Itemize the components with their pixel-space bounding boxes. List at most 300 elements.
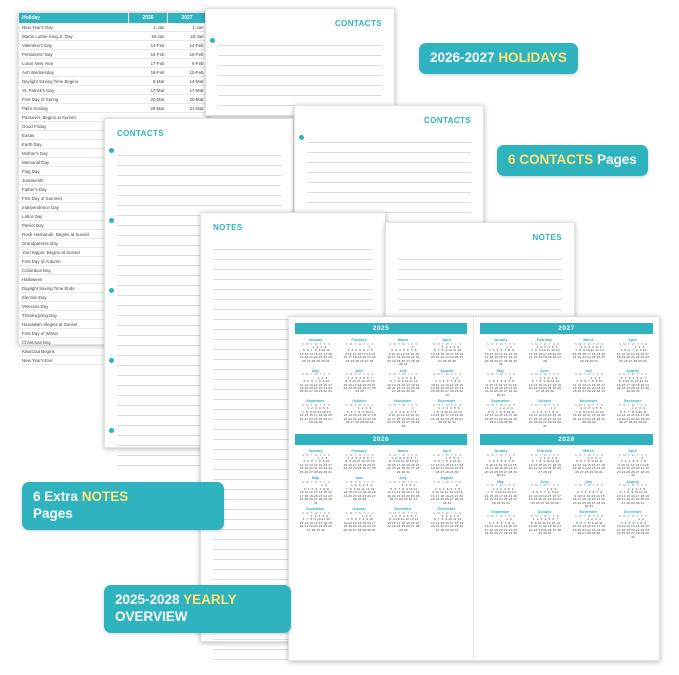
week-row: 30 <box>400 423 406 428</box>
week-row: 2 3 4 5 6 7 8 <box>433 486 461 491</box>
bullet-dot-icon <box>299 135 304 140</box>
week-row: 12 13 14 15 16 17 18 <box>298 351 332 356</box>
week-row: 19 20 21 22 23 24 25 <box>571 466 606 471</box>
week-row: 17 18 19 20 21 22 23 <box>429 386 464 391</box>
weekday-header: S M T W T F S <box>432 510 462 515</box>
weekday-header: S M T W T F S <box>388 479 418 484</box>
month-block <box>383 449 424 474</box>
month-block <box>383 369 424 398</box>
week-row: 1 <box>621 456 644 461</box>
month-block <box>568 510 609 539</box>
month-name: May <box>311 476 319 481</box>
week-row: 17 18 19 20 21 22 23 <box>527 416 562 421</box>
table-row <box>19 41 207 50</box>
weekday-header: S M T W T F S <box>432 402 462 407</box>
month-name: August <box>440 476 453 481</box>
ruled-line <box>307 183 471 193</box>
week-row: 4 5 6 7 8 9 10 <box>618 348 647 353</box>
weekday-header: S M T W T F S <box>388 452 418 457</box>
week-row: 1 <box>391 344 414 349</box>
holiday-name: Labor Day <box>19 212 129 221</box>
week-row: 11 12 13 14 15 16 17 <box>527 493 562 498</box>
week-row: 11 12 13 14 15 16 17 <box>298 462 332 467</box>
week-row: 7 8 9 10 11 12 13 <box>343 486 375 491</box>
week-row: 28 29 30 <box>308 420 323 425</box>
week-row: 1 2 3 4 <box>346 406 372 411</box>
weekday-header: S M T W T F S <box>529 513 560 518</box>
week-row: 26 27 28 29 30 <box>488 420 513 425</box>
holiday-date-2027: 1-Jan <box>168 23 207 32</box>
week-row: 27 28 29 30 31 <box>620 500 645 505</box>
week-row: 1 2 3 4 <box>304 344 327 349</box>
month-block <box>612 510 653 539</box>
week-row: 25 26 27 28 29 30 <box>618 358 647 363</box>
week-row: 5 6 7 8 9 10 11 <box>574 459 603 464</box>
callout-yearly-highlight: YEARLY <box>183 592 237 607</box>
month-name: June <box>540 368 549 373</box>
bullet-dot-icon <box>109 358 114 363</box>
weekday-header: S M T W T F S <box>617 513 648 518</box>
week-row: 22 23 24 25 26 27 28 <box>615 386 650 391</box>
week-row: 25 26 27 28 29 30 <box>530 500 559 505</box>
ruled-line <box>213 290 373 300</box>
ruled-line <box>398 260 562 270</box>
week-row: 1 2 3 4 5 <box>302 513 329 518</box>
holiday-date-2027: 14-Mar <box>168 77 207 86</box>
ruled-line <box>398 250 562 260</box>
bullet-dot-icon <box>109 218 114 223</box>
week-row: 23 24 25 26 27 28 29 <box>429 497 464 502</box>
week-row: 15 16 17 18 19 20 21 <box>386 520 420 525</box>
week-row: 22 23 24 25 26 27 28 <box>386 524 420 529</box>
week-row: 16 17 18 19 20 21 22 <box>571 497 606 502</box>
month-block <box>426 338 467 367</box>
week-row: 2 3 4 5 6 7 8 <box>486 459 515 464</box>
week-row: 7 8 9 10 11 12 13 <box>573 348 604 353</box>
week-row: 19 20 21 22 23 24 25 <box>483 416 518 421</box>
ruled-line <box>307 173 471 183</box>
month-name: November <box>579 399 598 404</box>
ruled-line <box>307 143 471 153</box>
week-row: 29 30 <box>398 527 408 532</box>
weekday-header: S M T W T F S <box>300 402 330 407</box>
week-row: 8 9 10 11 12 13 14 <box>387 459 419 464</box>
week-row: 24 25 26 27 28 29 30 <box>483 531 518 536</box>
holiday-name: Flag Day <box>19 167 129 176</box>
week-row: 12 13 14 15 16 17 18 <box>429 462 464 467</box>
week-row: 1 2 3 <box>303 375 328 380</box>
month-name: October <box>352 399 367 404</box>
week-row: 8 9 10 11 12 13 14 <box>343 459 375 464</box>
weekday-header: S M T W T F S <box>300 452 330 457</box>
holiday-name: Mother's Day <box>19 149 129 158</box>
week-row: 10 11 12 13 14 15 16 <box>298 490 332 495</box>
month-name: February <box>351 338 367 342</box>
week-row: 18 19 20 21 22 23 24 <box>615 355 650 360</box>
week-row: 26 27 28 29 30 31 <box>344 420 374 425</box>
week-row: 1 2 <box>621 517 644 522</box>
week-row: 1 2 3 4 5 <box>531 375 558 380</box>
week-row: 12 13 14 15 16 17 18 <box>571 524 606 529</box>
week-row: 21 22 23 24 25 26 27 <box>342 493 376 498</box>
week-row: 27 28 29 30 <box>534 389 554 394</box>
week-row: 28 29 30 31 <box>437 420 457 425</box>
holiday-name: Election Day <box>19 293 129 302</box>
week-row: 1 2 3 4 <box>620 406 645 411</box>
week-row: 9 10 11 12 13 14 15 <box>386 413 419 418</box>
contacts-title: CONTACTS <box>117 129 165 138</box>
week-row: 8 9 10 11 12 13 14 <box>387 517 419 522</box>
week-row: 4 5 6 7 8 9 10 <box>530 490 559 495</box>
table-header-row <box>19 13 207 23</box>
weekday-header: S M T W T F S <box>617 372 648 377</box>
ruled-line <box>117 166 281 176</box>
year-banner: 2025 <box>295 323 467 334</box>
holiday-name: Good Friday <box>19 122 129 131</box>
weekday-header: S M T W T F S <box>300 341 330 346</box>
ruled-line <box>307 133 471 143</box>
week-row: 19 20 21 22 23 24 25 <box>386 493 420 498</box>
week-row: 17 18 19 20 21 22 23 <box>483 355 518 360</box>
ruled-line <box>117 176 281 186</box>
week-row: 16 17 18 19 20 21 22 <box>615 466 650 471</box>
ruled-line <box>213 280 373 290</box>
week-row: 3 4 5 6 7 8 9 <box>433 379 461 384</box>
weekday-header: S M T W T F S <box>617 402 648 407</box>
callout-notes-highlight: NOTES <box>81 489 129 504</box>
weekday-header: S M T W T F S <box>300 372 330 377</box>
month-name: November <box>579 510 598 515</box>
week-row: 12 13 14 15 16 17 18 <box>615 413 650 418</box>
holiday-name: First Day of Summer <box>19 194 129 203</box>
week-row: 6 7 8 9 10 11 12 <box>529 379 560 384</box>
week-row: 6 7 8 9 10 11 12 <box>617 490 648 495</box>
week-row: 2 3 4 5 6 7 8 <box>389 348 417 353</box>
weekday-header: S M T W T F S <box>529 341 560 346</box>
week-row: 23 24 25 26 27 28 29 <box>483 389 518 394</box>
week-row: 13 14 15 16 17 18 19 <box>429 520 464 525</box>
week-row: 31 <box>630 534 635 539</box>
week-row: 28 29 30 31 <box>578 358 598 363</box>
week-row: 13 14 15 16 17 18 19 <box>386 382 420 387</box>
holiday-name: Rosh Hashanah, Begins at Sunset <box>19 230 129 239</box>
week-row: 9 10 11 12 13 14 15 <box>616 462 649 467</box>
weekday-header: S M T W T F S <box>300 510 330 515</box>
week-row: 21 22 23 24 25 26 27 <box>571 416 606 421</box>
holiday-name: Independence Day <box>19 203 129 212</box>
week-row: 10 11 12 13 14 15 16 <box>483 524 518 529</box>
week-row: 1 2 3 4 <box>488 406 513 411</box>
week-row: 27 28 29 30 <box>305 527 325 532</box>
week-row: 24 25 26 27 28 29 30 <box>527 420 562 425</box>
week-row: 13 14 15 16 17 18 19 <box>429 351 464 356</box>
week-row: 1 2 3 4 5 <box>531 456 558 461</box>
month-block <box>568 369 609 398</box>
week-row: 1 2 3 4 5 6 <box>433 406 460 411</box>
week-row: 9 10 11 12 13 14 15 <box>343 351 376 356</box>
week-row: 4 5 6 7 8 9 10 <box>345 517 374 522</box>
week-row: 30 31 <box>495 473 506 478</box>
month-block <box>480 480 521 509</box>
week-row: 26 27 28 29 30 31 <box>574 469 603 474</box>
month-block <box>524 480 565 509</box>
callout-holidays-highlight: HOLIDAYS <box>498 50 567 65</box>
holiday-date-2026: 16-Feb <box>129 50 168 59</box>
week-row: 1 2 3 <box>576 375 601 380</box>
week-row: 15 16 17 18 19 20 21 <box>342 462 376 467</box>
week-row: 7 8 9 10 11 12 13 <box>573 409 604 414</box>
callout-notes-post: Pages <box>33 505 73 521</box>
week-row: 16 17 18 19 20 21 22 <box>386 355 420 360</box>
holiday-name: Ash Wednesday <box>19 68 129 77</box>
month-name: February <box>351 449 367 454</box>
week-row: 1 2 3 4 5 <box>619 486 646 491</box>
week-row: 11 12 13 14 15 16 17 <box>571 382 606 387</box>
month-block <box>612 399 653 428</box>
holiday-name: Lunar New Year <box>19 59 129 68</box>
month-block <box>524 510 565 539</box>
week-row: 21 22 23 24 25 26 27 <box>429 416 464 421</box>
week-row: 24 25 26 27 28 29 30 <box>298 497 332 502</box>
week-row: 23 24 25 26 27 28 29 <box>483 469 518 474</box>
bullet-dot-icon <box>109 288 114 293</box>
weekday-header: S M T W T F S <box>432 341 462 346</box>
week-row: 2 3 4 5 6 7 8 <box>486 379 515 384</box>
holiday-date-2026: 19-Jan <box>129 32 168 41</box>
month-name: March <box>397 338 409 342</box>
week-row: 18 19 20 21 22 23 24 <box>571 386 606 391</box>
week-row: 24 25 26 27 28 29 30 <box>483 358 518 363</box>
year-2027-col-header: 2027 <box>168 13 207 23</box>
week-row: 23 24 25 26 27 28 29 <box>571 500 606 505</box>
weekday-header: S M T W T F S <box>432 452 462 457</box>
holiday-date-2026: 29-Mar <box>129 104 168 113</box>
weekday-header: S M T W T F S <box>485 402 516 407</box>
week-row: 15 16 17 18 19 20 21 <box>342 382 376 387</box>
month-block <box>295 369 336 398</box>
month-name: August <box>626 368 639 373</box>
holiday-name: Columbus Day <box>19 266 129 275</box>
callout-contacts <box>497 145 648 176</box>
week-row: 21 22 23 24 25 26 27 <box>483 497 518 502</box>
week-row: 16 17 18 19 20 21 22 <box>429 493 464 498</box>
week-row: 7 8 9 10 11 12 13 <box>431 409 462 414</box>
month-name: December <box>623 399 642 404</box>
week-row: 6 7 8 9 10 11 12 <box>300 517 331 522</box>
week-row: 5 6 7 8 9 10 11 <box>301 348 330 353</box>
month-block <box>612 449 653 478</box>
month-name: August <box>626 479 639 484</box>
week-row: 18 19 20 21 22 23 24 <box>298 466 332 471</box>
week-row: 17 18 19 20 21 22 23 <box>298 493 332 498</box>
week-row: 19 20 21 22 23 24 25 <box>571 527 606 532</box>
week-row: 31 <box>542 423 547 428</box>
month-name: June <box>354 476 364 481</box>
ruled-line <box>307 163 471 173</box>
notes-title: NOTES <box>532 233 562 242</box>
weekday-header: S M T W T F S <box>388 372 418 377</box>
ruled-line <box>213 300 373 310</box>
month-name: March <box>583 449 594 454</box>
year-block-1 <box>480 323 653 428</box>
weekday-header: S M T W T F S <box>573 341 604 346</box>
week-row: 9 10 11 12 13 14 15 <box>484 382 517 387</box>
table-row <box>19 50 207 59</box>
callout-notes <box>22 482 224 530</box>
weekday-header: S M T W T F S <box>573 372 604 377</box>
month-name: October <box>537 510 552 515</box>
month-name: April <box>628 338 637 342</box>
year-block-3 <box>480 434 653 539</box>
week-row: 22 23 24 25 26 27 28 <box>527 527 562 532</box>
month-name: March <box>397 449 409 454</box>
holiday-date-2027: 17-Mar <box>168 86 207 95</box>
week-row: 31 <box>444 392 449 397</box>
week-row: 1 2 3 4 5 6 7 <box>345 456 373 461</box>
month-block <box>295 507 336 532</box>
weekday-header: S M T W T F S <box>344 479 374 484</box>
month-block <box>339 449 380 474</box>
holiday-name: New Year's Eve <box>19 356 129 365</box>
month-name: September <box>306 399 325 404</box>
week-row: 1 2 3 4 5 6 <box>302 406 329 411</box>
months-grid-3 <box>480 449 653 539</box>
yearly-overview-page <box>288 316 660 661</box>
months-grid-2 <box>295 449 467 532</box>
week-row: 9 10 11 12 13 14 15 <box>572 493 605 498</box>
week-row: 6 7 8 9 10 11 12 <box>388 379 418 384</box>
week-row: 28 29 30 <box>351 497 367 502</box>
callout-holidays-pre: 2026-2027 <box>430 50 499 65</box>
table-row <box>19 59 207 68</box>
week-row: 16 17 18 19 20 21 22 <box>386 416 420 421</box>
weekday-header: S M T W T F S <box>529 483 560 488</box>
year-banner: 2026 <box>295 434 467 445</box>
week-row: 1 2 3 4 5 6 <box>575 406 602 411</box>
ruled-line <box>117 196 281 206</box>
month-block <box>339 507 380 532</box>
week-row: 1 <box>435 483 458 488</box>
ruled-line <box>307 153 471 163</box>
month-name: August <box>440 368 453 373</box>
week-row: 29 30 31 <box>395 469 410 474</box>
week-row: 13 14 15 16 17 18 19 <box>615 493 650 498</box>
week-row: 19 20 21 22 23 24 25 <box>342 416 376 421</box>
month-block <box>426 449 467 474</box>
holiday-date-2027: 6-Feb <box>168 59 207 68</box>
year-block-0 <box>295 323 467 428</box>
week-row: 14 15 16 17 18 19 20 <box>527 351 562 356</box>
month-name: February <box>536 449 553 454</box>
month-block <box>295 449 336 474</box>
month-name: March <box>583 338 594 342</box>
month-name: February <box>536 338 553 342</box>
month-block <box>612 369 653 398</box>
month-name: April <box>628 449 637 454</box>
week-row: 1 2 3 <box>532 486 557 491</box>
weekday-header: S M T W T F S <box>617 341 648 346</box>
ruled-line <box>213 260 373 270</box>
holiday-name: First Day of Autumn <box>19 257 129 266</box>
week-row: 1 2 3 4 <box>434 456 459 461</box>
holiday-date-2027: 10-Feb <box>168 68 207 77</box>
week-row: 31 <box>498 362 503 367</box>
week-row: 20 21 22 23 24 25 26 <box>298 524 332 529</box>
month-block <box>480 369 521 398</box>
week-row: 5 6 7 8 9 10 11 <box>486 409 515 414</box>
week-row: 30 <box>630 473 635 478</box>
month-name: January <box>493 338 508 342</box>
weekday-header: S M T W T F S <box>573 513 604 518</box>
week-row: 1 2 <box>533 406 556 411</box>
weekday-header: S M T W T F S <box>300 479 330 484</box>
month-block <box>339 399 380 428</box>
week-row: 1 2 3 4 5 6 7 <box>530 517 559 522</box>
week-row: 20 21 22 23 24 25 26 <box>527 386 562 391</box>
week-row: 24 25 26 27 28 29 30 <box>429 389 464 394</box>
holiday-name: First Day of Spring <box>19 95 129 104</box>
week-row: 1 2 3 4 5 <box>390 375 416 380</box>
table-row <box>19 86 207 95</box>
holiday-name: Thanksgiving Day <box>19 311 129 320</box>
notes-title: NOTES <box>213 223 243 232</box>
month-name: November <box>394 506 412 511</box>
ruled-line <box>213 250 373 260</box>
month-block <box>383 507 424 532</box>
holiday-name: Valentine's Day <box>19 41 129 50</box>
week-row: 1 2 3 4 5 6 7 <box>618 375 647 380</box>
ruled-line <box>218 86 382 96</box>
week-row: 5 6 7 8 9 10 11 <box>388 486 418 491</box>
week-row: 29 30 <box>354 389 364 394</box>
weekday-header: S M T W T F S <box>529 402 560 407</box>
week-row: 10 11 12 13 14 15 16 <box>483 351 518 356</box>
week-row: 1 2 3 4 5 <box>433 344 460 349</box>
ruled-line <box>117 156 281 166</box>
weekday-header: S M T W T F S <box>388 510 418 515</box>
week-row: 30 31 <box>583 503 594 508</box>
ruled-line <box>218 76 382 86</box>
week-row: 21 22 23 24 25 26 27 <box>571 355 606 360</box>
week-row: 3 4 5 6 7 8 9 <box>486 348 515 353</box>
week-row: 1 2 <box>489 517 512 522</box>
holiday-name: Christmas Day <box>19 338 129 347</box>
ruled-line <box>218 46 382 56</box>
week-row: 23 24 25 26 27 28 <box>344 358 374 363</box>
callout-contacts-post: Pages <box>597 152 637 167</box>
contacts-title: CONTACTS <box>423 116 471 125</box>
ruled-line <box>398 270 562 280</box>
month-name: December <box>437 399 456 404</box>
holiday-name: Palm Sunday <box>19 104 129 113</box>
week-row: 26 27 28 29 30 31 <box>618 420 647 425</box>
bullet-dot-icon <box>210 38 215 43</box>
weekday-header: S M T W T F S <box>485 483 516 488</box>
weekday-header: S M T W T F S <box>388 341 418 346</box>
week-row: 19 20 21 22 23 24 25 <box>429 466 464 471</box>
week-row: 3 4 5 6 7 8 9 <box>301 486 329 491</box>
month-block <box>568 338 609 367</box>
weekday-header: S M T W T F S <box>432 372 462 377</box>
callout-yearly <box>104 585 291 633</box>
month-name: April <box>442 449 451 454</box>
month-name: December <box>437 506 456 511</box>
week-row: 7 8 9 10 11 12 13 <box>300 409 331 414</box>
table-row <box>19 68 207 77</box>
ruled-line <box>218 56 382 66</box>
table-row <box>19 104 207 113</box>
callout-yearly-post: OVERVIEW <box>115 608 188 624</box>
